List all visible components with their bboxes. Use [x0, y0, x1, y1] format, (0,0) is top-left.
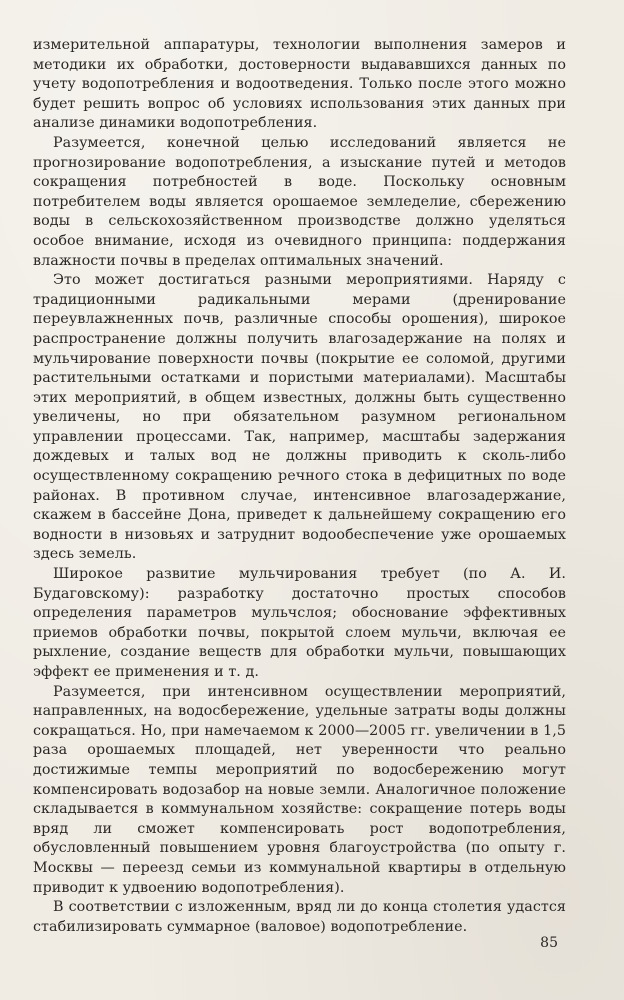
body-text: [33, 36, 566, 937]
paragraph-2: Разумеется, конечной целью исследований является не прогнозирование водопотребления, а изыскание путей и методов сокращения потребностей в воде. Поскольку основным потребителем воды является орошаемое земледелие, сбережению воды в сельскохозяйственном производстве должно уделяться особое внимание, исходя из очевидного принципа: поддержания влажности почвы в пределах оптимальных значений.: [33, 134, 566, 269]
paragraph-4: Широкое развитие мульчирования требует (по А. И. Будаговскому): разработку достаточно простых способов определения параметров мульчслоя; обоснование эффективных приемов обработки почвы, покрытой слоем мульчи, включая ее рыхление, создание веществ для обработки мульчи, повышающих эффект ее применения и т. д.: [33, 566, 566, 680]
paragraph-5: Разумеется, при интенсивном осуществлении мероприятий, направленных, на водосбережение, удельные затраты воды должны сокращаться. Но, при намечаемом к 2000—2005 гг. увеличении в 1,5 раза орошаемых площадей, нет уверенности что реально достижимые темпы мероприятий по водосбережению могут компенсировать водозабор на новые земли. Аналогичное положение складывается в коммунальном хозяйстве: сокращение потерь воды вряд ли сможет компенсировать рост водопотребления, обусловленный повышением уровня благоустройства (по опыту г. Москвы — переезд семьи из коммунальной квартиры в отдельную приводит к удвоению водопотребления).: [33, 683, 566, 896]
paragraph-6: В соответствии с изложенным, вряд ли до конца столетия удастся стабилизировать суммарное (валовое) водопотребление.: [33, 899, 566, 935]
page-number: 85: [540, 935, 558, 951]
paragraph-1: измерительной аппаратуры, технологии выполнения замеров и методики их обработки, достоверности выдававшихся данных по учету водопотребления и водоотведения. Только после этого можно будет решить вопрос об условиях использования этих данных при анализе динамики водопотребления.: [33, 37, 566, 132]
paragraph-3: Это может достигаться разными мероприятиями. Наряду с традиционными радикальными мерами (дренирование переувлажненных почв, различные способы орошения), широкое распространение должны получить влагозадержание на полях и мульчирование поверхности почвы (покрытие ее соломой, другими растительными остатками и пористыми материалами). Масштабы этих мероприятий, в общем известных, должны быть существенно увеличены, но при обязательном разумном региональном управлении процессами. Так, например, масштабы задержания дождевых и талых вод не должны приводить к сколь-либо осуществленному сокращению речного стока в дефицитных по воде районах. В противном случае, интенсивное влагозадержание, скажем в бассейне Дона, приведет к дальнейшему сокращению его водности в низовьях и затруднит водообеспечение уже орошаемых здесь земель.: [33, 272, 566, 563]
